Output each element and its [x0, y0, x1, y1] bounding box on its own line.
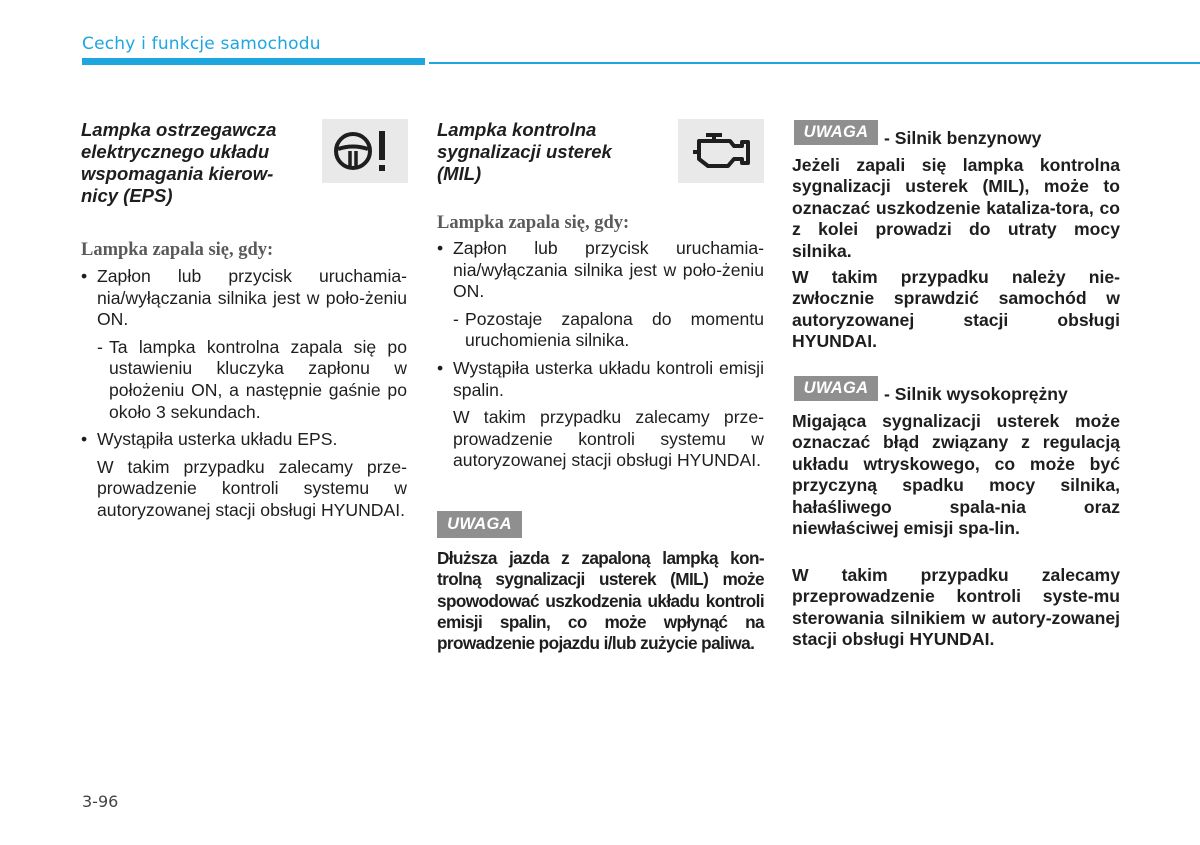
list-note: W takim przypadku zalecamy prze-prowadzenie kontroli systemu w autoryzowanej stacji obsługi HYUNDAI.	[97, 456, 407, 520]
list-note: W takim przypadku zalecamy prze-prowadzenie kontroli systemu w autoryzowanej stacji obsługi HYUNDAI.	[453, 407, 764, 471]
petrol-title: - Silnik benzynowy	[884, 128, 1042, 148]
list-item: • Zapłon lub przycisk uruchamia-nia/wyłączania silnika jest w poło-żeniu ON.	[437, 238, 764, 302]
mil-subheading: Lampka zapala się, gdy:	[437, 213, 630, 233]
mil-warning-text: Dłuższa jazda z zapaloną lampką kon-trolną sygnalizacji usterek (MIL) może spowodować uszkodzenia układu kontroli emisji spalin, co może wpłynąć na prowadzenie pojazdu i/lub zużycie paliwa.	[437, 548, 764, 654]
section-header-title: Cechy i funkcje samochodu	[82, 34, 321, 54]
check-engine-icon	[678, 119, 764, 183]
petrol-paragraph-2: W takim przypadku należy nie-zwłocznie sprawdzić samochód w autoryzowanej stacji obsługi HYUNDAI.	[792, 267, 1120, 352]
bullet-icon: •	[437, 357, 444, 378]
warning-badge-diesel: UWAGA	[794, 376, 878, 401]
dash-icon: -	[97, 336, 103, 357]
mil-title: Lampka kontrolna sygnalizacji usterek (MIL)	[437, 119, 612, 184]
bullet-icon: •	[437, 238, 444, 258]
warning-badge: UWAGA	[437, 511, 522, 538]
steering-wheel-warning-icon	[322, 119, 408, 183]
page-number: 3-96	[82, 792, 119, 811]
eps-title: Lampka ostrzegawcza elektrycznego układu wspomagania kierow- nicy (EPS)	[81, 119, 277, 206]
diesel-paragraph-2: W takim przypadku zalecamy przeprowadzenie kontroli syste-mu sterowania silnikiem w autory-zowanej stacji obsługi HYUNDAI.	[792, 565, 1120, 650]
petrol-paragraph-1: Jeżeli zapali się lampka kontrolna sygnalizacji usterek (MIL), może to oznaczać uszkodzenie kataliza-tora, co z kolei prowadzi do utraty mocy silnika.	[792, 155, 1120, 261]
dash-icon: -	[453, 308, 459, 329]
diesel-paragraph-1: Migająca sygnalizacji usterek może oznaczać błąd związany z regulacją układu wtryskowego, co może być przyczyną spadku mocy silnika, hałaśliwego spala-nia oraz niewłaściwej emisji spa-lin.	[792, 411, 1120, 539]
mil-body	[437, 238, 764, 472]
bullet-icon: •	[81, 429, 88, 450]
list-subitem: - Ta lampka kontrolna zapala się po ustawieniu kluczyka zapłonu w położeniu ON, a następnie gaśnie po około 3 sekundach.	[97, 336, 407, 422]
header-accent-bar	[82, 58, 425, 65]
eps-body	[81, 266, 407, 522]
list-item: • Wystąpiła usterka układu kontroli emisji spalin.	[437, 357, 764, 400]
bullet-icon: •	[81, 266, 88, 286]
list-subitem: - Pozostaje zapalona do momentu uruchomienia silnika.	[453, 308, 764, 351]
diesel-title: - Silnik wysokoprężny	[884, 384, 1068, 404]
warning-badge-petrol: UWAGA	[794, 120, 878, 145]
header-rule	[429, 62, 1200, 64]
list-item: • Wystąpiła usterka układu EPS.	[81, 429, 338, 450]
list-item: • Zapłon lub przycisk uruchamia-nia/wyłączania silnika jest w poło-żeniu ON.	[81, 266, 407, 330]
eps-subheading: Lampka zapala się, gdy:	[81, 240, 274, 260]
